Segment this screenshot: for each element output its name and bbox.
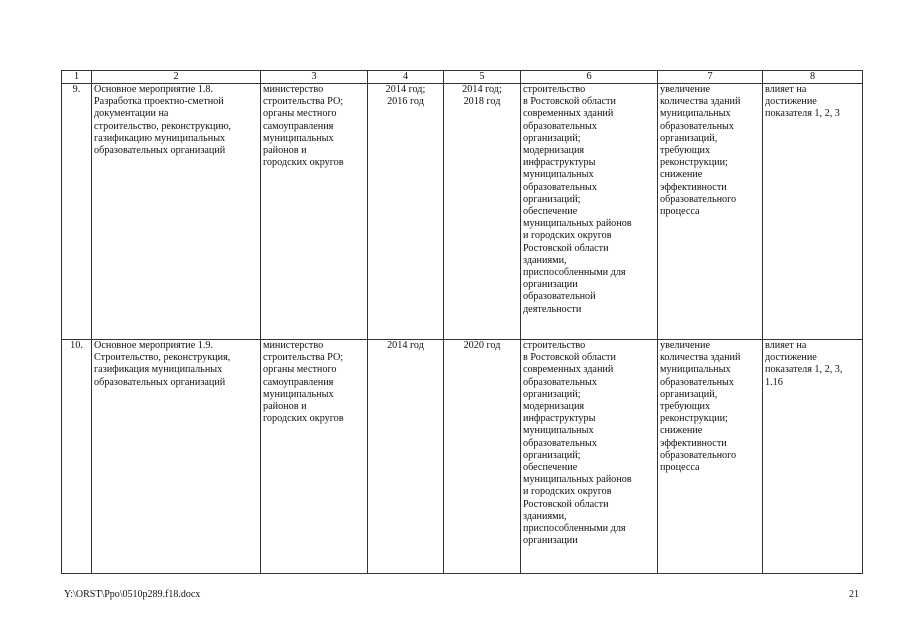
table-row (62, 340, 863, 574)
header-cell: 5 (444, 71, 521, 84)
result-cell: строительство в Ростовской области современных зданий образовательных организаций; модернизация инфраструктуры муниципальных образовательных организаций; обеспечение муниципальных районов и городских округов Ростовской области зданиями, приспособленными для организации (521, 340, 658, 574)
header-cell: 3 (261, 71, 368, 84)
event-cell: Основное мероприятие 1.8. Разработка проектно-сметной документации на строительство, реконструкцию, газификацию муниципальных образовательных организаций (92, 84, 261, 340)
consequence-cell: увеличение количества зданий муниципальных образовательных организаций, требующих реконструкции; снижение эффективности образовательного процесса (658, 340, 763, 574)
file-path: Y:\ORST\Ppo\0510p289.f18.docx (64, 589, 201, 600)
header-cell: 2 (92, 71, 261, 84)
header-cell: 1 (62, 71, 92, 84)
indicator-link-cell: влияет на достижение показателя 1, 2, 3 (763, 84, 863, 340)
end-date-cell: 2014 год; 2018 год (444, 84, 521, 340)
executor-cell: министерство строительства РО; органы местного самоуправления муниципальных районов и городских округов (261, 340, 368, 574)
end-date-cell: 2020 год (444, 340, 521, 574)
header-cell: 7 (658, 71, 763, 84)
event-cell: Основное мероприятие 1.9. Строительство, реконструкция, газификация муниципальных образовательных организаций (92, 340, 261, 574)
header-cell: 6 (521, 71, 658, 84)
row-number: 10. (62, 340, 92, 574)
row-number: 9. (62, 84, 92, 340)
header-cell: 8 (763, 71, 863, 84)
indicator-link-cell: влияет на достижение показателя 1, 2, 3, 1.16 (763, 340, 863, 574)
executor-cell: министерство строительства РО; органы местного самоуправления муниципальных районов и городских округов (261, 84, 368, 340)
result-cell: строительство в Ростовской области современных зданий образовательных организаций; модернизация инфраструктуры муниципальных образовательных организаций; обеспечение муниципальных районов и городских округов Ростовской области зданиями, приспособленными для организации образовательной деятельности (521, 84, 658, 340)
program-table (61, 70, 863, 574)
start-date-cell: 2014 год; 2016 год (368, 84, 444, 340)
consequence-cell: увеличение количества зданий муниципальных образовательных организаций, требующих реконструкции; снижение эффективности образовательного процесса (658, 84, 763, 340)
header-row (62, 71, 863, 84)
table-row (62, 84, 863, 340)
header-cell: 4 (368, 71, 444, 84)
page-number: 21 (849, 589, 859, 600)
start-date-cell: 2014 год (368, 340, 444, 574)
